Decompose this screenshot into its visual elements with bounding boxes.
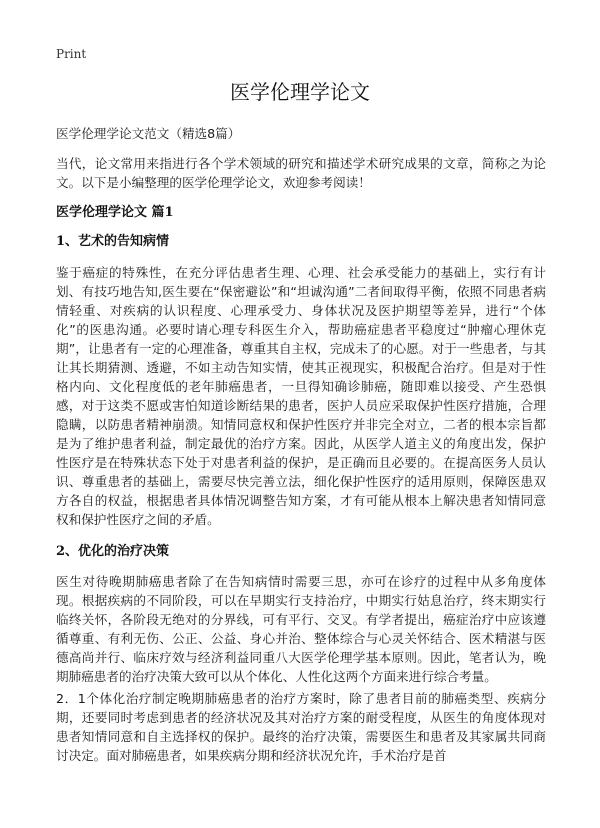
section-heading-2: 2、优化的治疗决策 (56, 544, 170, 559)
print-link[interactable]: Print (56, 47, 87, 61)
section-2-paragraph-continued: 2．1个体化治疗制定晚期肺癌患者的治疗方案时，除了患者目前的肺癌类型、疾病分期，还要同时考虑到患者的经济状况及其对治疗方案的耐受程度，从医生的角度体现对患者知情同意和自主选择权的保护。最终的治疗决策，需要医生和患者及其家属共同商讨决定。面对肺癌患者，如果疾病分期和经济状况允许，手术治疗是首 (56, 691, 546, 763)
document-subtitle: 医学伦理学论文范文（精选8篇） (56, 126, 241, 141)
intro-paragraph: 当代，论文常用来指进行各个学术领域的研究和描述学术研究成果的文章，简称之为论文。以下是小编整理的医学伦理学论文，欢迎参考阅读！ (56, 156, 546, 190)
section-2-paragraph: 医生对待晚期肺癌患者除了在告知病情时需要三思，亦可在诊疗的过程中从多角度体现。根据疾病的不同阶段，可以在早期实行支持治疗，中期实行姑息治疗，终末期实行临终关怀，各阶段无绝对的分界线，可有平行、交叉。有学者提出，癌症治疗中应该遵循尊重、有利无伤、公正、公益、身心并治、整体综合与心灵关怀结合、医术精湛与医德高尚并行、临床疗效与经济利益同重八大医学伦理学基本原则。因此，笔者认为，晚期肺癌患者的治疗决策大致可以从个体化、人性化这两个方面来进行综合考量。 (56, 574, 546, 684)
article-heading: 医学伦理学论文 篇1 (56, 205, 174, 220)
section-1-paragraph: 鉴于癌症的特殊性，在充分评估患者生理、心理、社会承受能力的基础上，实行有计划、有技巧地告知,医生要在“保密避讼”和“坦诚沟通”二者间取得平衡，依照不同患者病情轻重、对疾病的认识程度、心理承受力、身体状况及医护期望等差异，进行“个体化”的医患沟通。必要时请心理专科医生介入，帮助癌症患者平稳度过“肿瘤心理休克期”，让患者有一定的心理准备，尊重其自主权，完成未了的心愿。对于一些患者，与其让其长期猜测、透避，不如主动告知实情，使其正视现实，积极配合治疗。但是对于性格内向、文化程度低的老年肺癌患者，一旦得知确诊肺癌，随即难以接受、产生恐惧感，对于这类不愿或害怕知道诊断结果的患者，医护人员应采取保护性医疗措施，合理隐瞒，以防患者精神崩溃。知情同意权和保护性医疗并非完全对立，二者的根本宗旨都是为了维护患者利益，制定最优的治疗方案。因此，从医学人道主义的角度出发，保护性医疗是在特殊状态下处于对患者利益的保护，是正确而且必要的。在提高医务人员认识、尊重患者的基础上，需要尽快完善立法，细化保护性医疗的适用原则，保障医患双方各自的权益，根据患者具体情况调整告知方案，才有可能从根本上解决患者知情同意权和保护性医疗之间的矛盾。 (56, 265, 546, 527)
page-title: 医学伦理学论文 (230, 80, 370, 104)
section-heading-1: 1、艺术的告知病情 (56, 234, 170, 249)
